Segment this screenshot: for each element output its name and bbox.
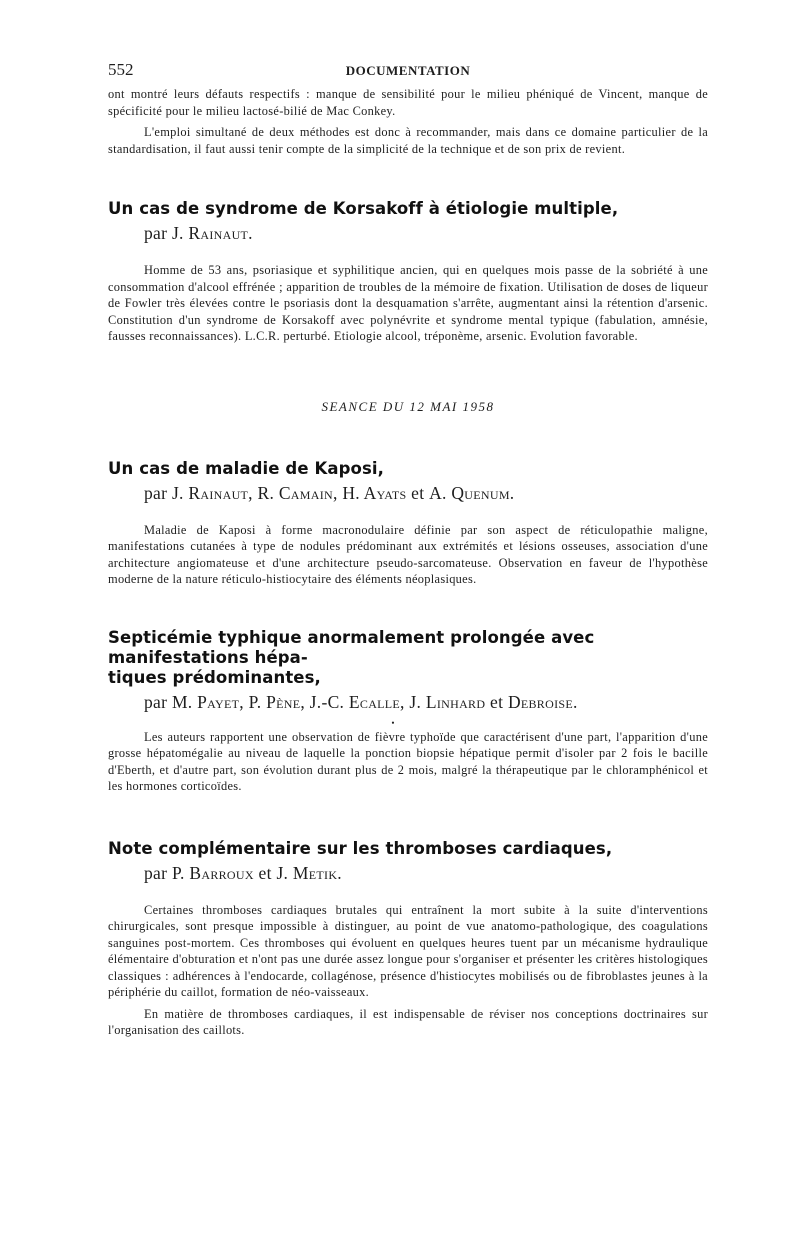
article-abstract: Certaines thromboses cardiaques brutales qui entraînent la mort subite à la suite d'interventions chirurgicales, sont presque impossible à distinguer, au point de vue anatomo-pathologique, des coagulations sanguines post-mortem. Ces thromboses qui évoluent en quelques heures tuent par un mécanisme hydraulique élémentaire d'obturation et n'ont pas une durée assez longue pour s'organiser et présenter les critères histologiques classiques : adhérences à l'endocarde, collagénose, présence d'histiocytes mobilisés ou de fibroblastes jeunes à la périphérie du caillot, formation de néo-vaisseaux. bbox=[108, 902, 708, 999]
session-heading: SEANCE DU 12 MAI 1958 bbox=[321, 398, 495, 414]
article-title: Un cas de maladie de Kaposi, bbox=[108, 458, 384, 478]
byline-authors: J. Rainaut, R. Camain, H. Ayats bbox=[171, 482, 407, 503]
intro-paragraph: L'emploi simultané de deux méthodes est donc à recommander, mais dans ce domaine particulier de la standardisation, il faut aussi tenir compte de la simplicité de la technique et de son prix de revient. bbox=[108, 125, 708, 156]
article-septicemie bbox=[108, 628, 708, 795]
article-korsakoff bbox=[108, 199, 708, 345]
bullet-mark: • bbox=[391, 717, 395, 728]
article-title-line-1: Septicémie typhique anormalement prolongée avec manifestations hépa- bbox=[108, 627, 595, 667]
byline-par: par bbox=[144, 482, 168, 503]
article-title: Un cas de syndrome de Korsakoff à étiologie multiple, bbox=[108, 199, 619, 218]
running-title: DOCUMENTATION bbox=[345, 63, 471, 78]
byline-authors: J. Rainaut. bbox=[171, 223, 253, 243]
article-abstract-continued: En matière de thromboses cardiaques, il est indispensable de réviser nos conceptions doctrinaires sur l'organisation des caillots. bbox=[108, 1006, 708, 1037]
byline-authors-last: A. Quenum. bbox=[429, 482, 515, 503]
byline-et: et bbox=[490, 691, 504, 712]
article-abstract: Les auteurs rapportent une observation de fièvre typhoïde que caractérisent d'une part, l'apparition d'une grosse hépatomégalie au niveau de laquelle la ponction biopsie hépatique permit d'isoler par 2 fois le bacille d'Eberth, et d'autre part, son évolution durant plus de 2 mois, malgré la thérapeutique par le chloramphénicol et les hormones corticoïdes. bbox=[108, 729, 708, 793]
running-header bbox=[108, 60, 708, 86]
article-abstract: Maladie de Kaposi à forme macronodulaire définie par son aspect de réticulopathie maligne, manifestations cutanées à type de nodules prédominant aux extrémités et lésions osseuses, association d'une architecture angiomateuse et d'une architecture pseudo-sarcomateuse. Observation en faveur de l'hypothèse moderne de la nature réticulo-histiocytaire des éléments néoplasiques. bbox=[108, 522, 708, 586]
article-byline bbox=[144, 483, 708, 504]
byline-authors: P. Barroux bbox=[171, 862, 254, 883]
article-title-line-2: tiques prédominantes, bbox=[108, 667, 321, 687]
byline-par: par bbox=[144, 862, 168, 883]
article-byline bbox=[144, 863, 708, 884]
byline-authors: M. Payet, P. Pène, J.-C. Ecalle, J. Linhard bbox=[171, 691, 486, 712]
article-byline bbox=[144, 692, 708, 713]
byline-et: et bbox=[411, 482, 425, 503]
byline-authors-last: J. Metik. bbox=[276, 862, 342, 883]
byline-authors-last: Debroise. bbox=[507, 691, 578, 712]
article-title: Note complémentaire sur les thromboses cardiaques, bbox=[108, 838, 613, 858]
article-thromboses bbox=[108, 839, 708, 1039]
byline-et: et bbox=[258, 862, 272, 883]
page-number: 552 bbox=[108, 60, 134, 79]
document-page bbox=[108, 60, 708, 1039]
intro-paragraph-continued: ont montré leurs défauts respectifs : manque de sensibilité pour le milieu phéniqué de Vincent, manque de spécificité pour le milieu lactosé-bilié de Mac Conkey. bbox=[108, 87, 708, 118]
byline-par: par bbox=[144, 691, 168, 712]
byline-par: par bbox=[144, 223, 168, 243]
article-byline bbox=[144, 223, 708, 244]
article-abstract: Homme de 53 ans, psoriasique et syphilitique ancien, qui en quelques mois passe de la sobriété à une consommation d'alcool effrénée ; apparition de troubles de la mémoire de fixation. Utilisation de doses de liqueur de Fowler très élevées contre le psoriasis dont la desquamation s'arrête, augmentant ainsi la rétention d'arsenic. Constitution d'un syndrome de Korsakoff avec polynévrite et syndrome mental typique (fabulation, amnésie, fausses reconnaissances). L.C.R. perturbé. Etiologie alcool, tréponème, arsenic. Evolution favorable. bbox=[108, 263, 708, 343]
article-kaposi bbox=[108, 459, 708, 588]
